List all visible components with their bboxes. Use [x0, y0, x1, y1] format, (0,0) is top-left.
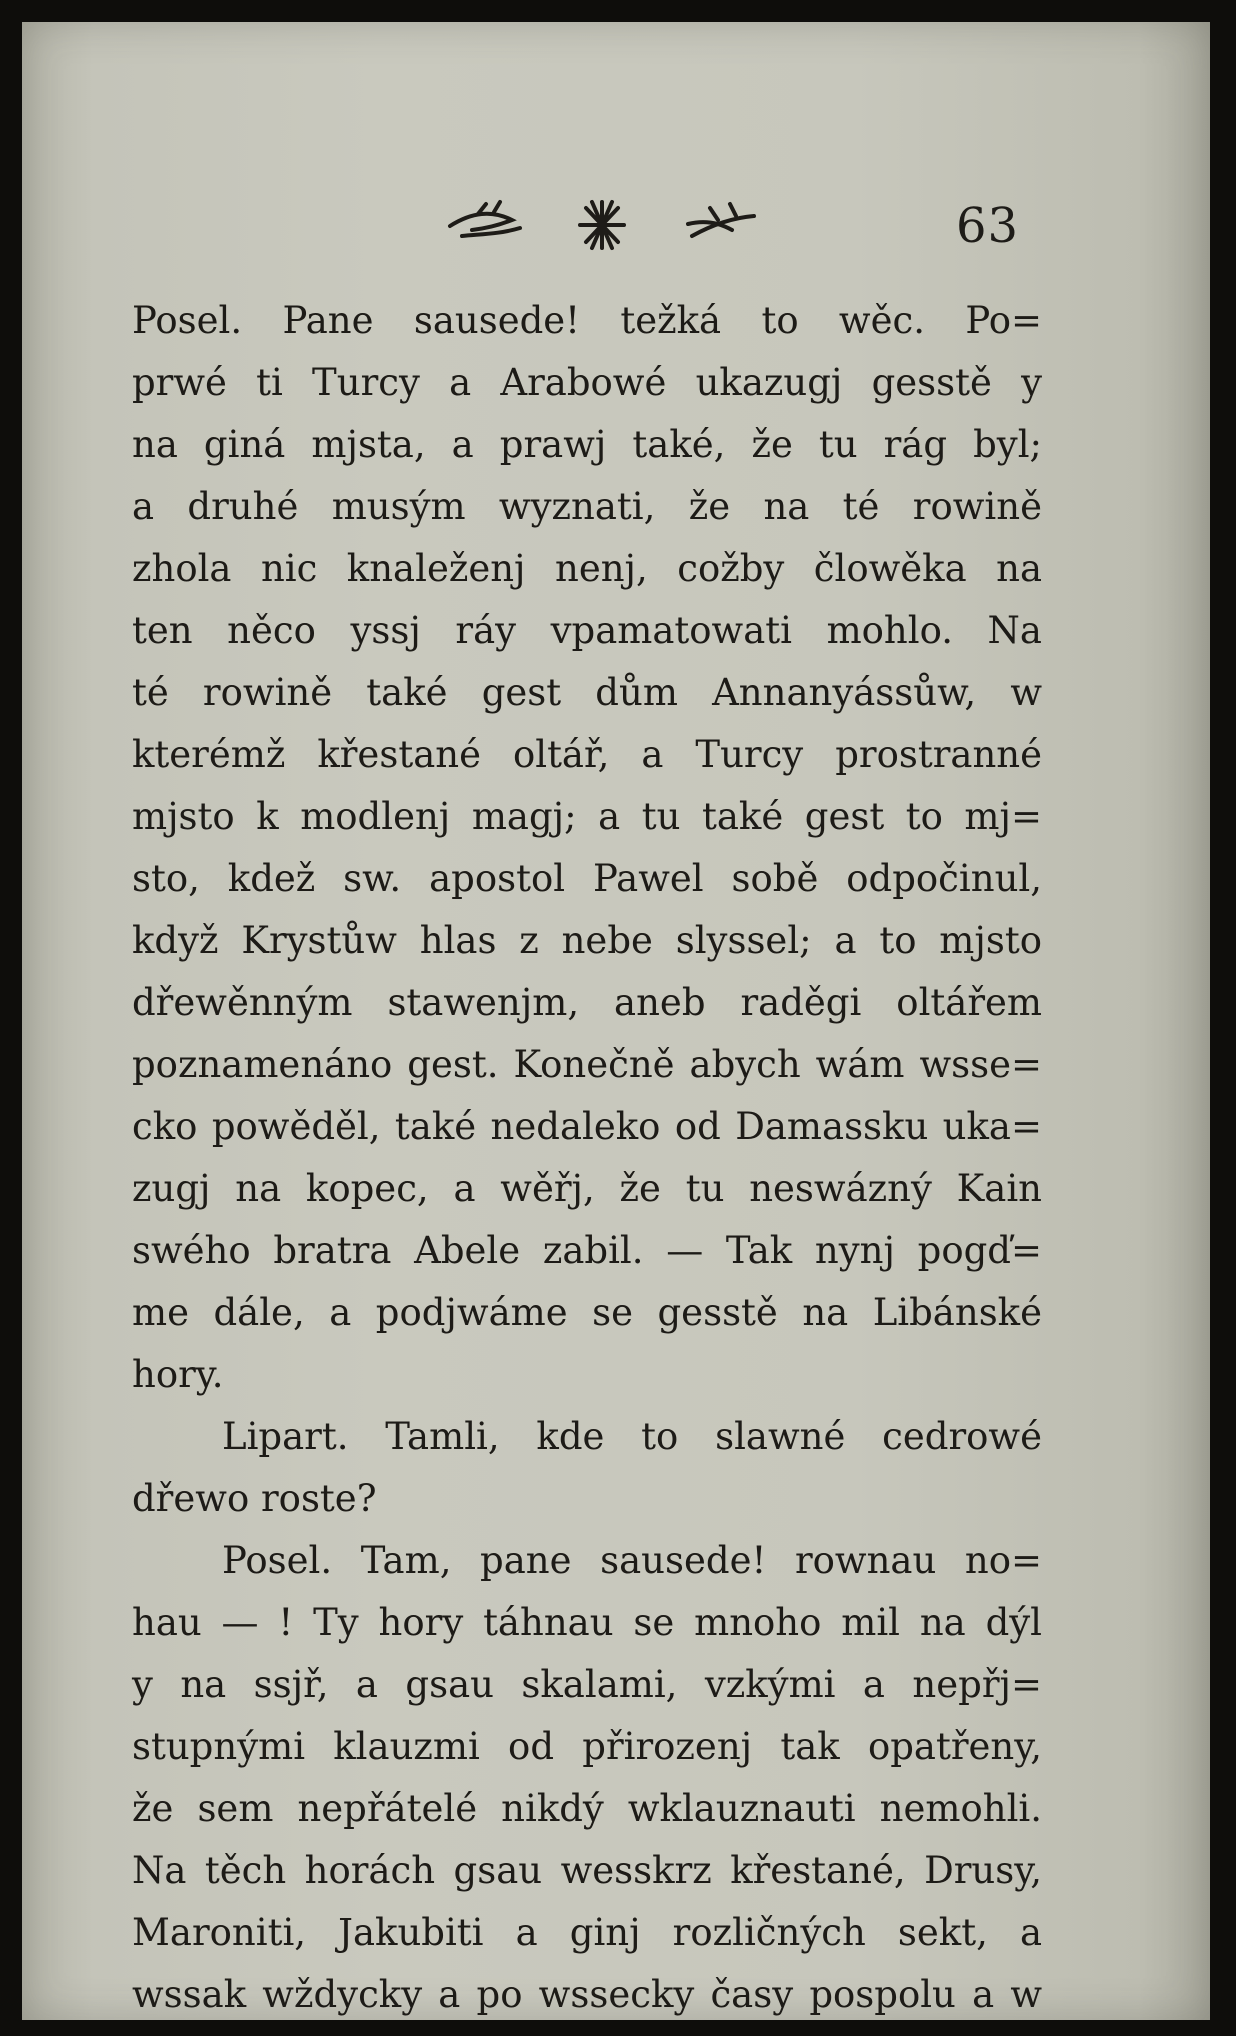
text-line-16: swého bratra Abele zabil. — Tak nynj pogď= — [132, 1229, 1042, 1272]
text-line-5: zhola nic knaleženj nenj, cožby člowěka na — [132, 547, 1042, 590]
text-line-19: Lipart. Tamli, kde to slawné cedrowé — [222, 1415, 1042, 1458]
text-line-24: stupnými klauzmi od přirozenj tak opatřeny, — [132, 1725, 1042, 1768]
fleuron-ornament-icon — [442, 190, 762, 260]
text-line-18: hory. — [132, 1353, 224, 1396]
book-page — [22, 22, 1210, 2020]
text-line-22: hau — ! Ty hory táhnau se mnoho mil na dýl — [132, 1601, 1042, 1644]
text-line-23: y na ssjř, a gsau skalami, vzkými a nepřj= — [132, 1663, 1042, 1706]
text-line-12: dřewěnným stawenjm, aneb raděgi oltářem — [132, 981, 1042, 1024]
text-line-14: cko powěděl, také nedaleko od Damassku uka= — [132, 1105, 1042, 1148]
text-line-1: Posel. Pane sausede! težká to wěc. Po= — [132, 299, 1042, 342]
text-line-9: mjsto k modlenj magj; a tu také gest to mj= — [132, 795, 1042, 838]
text-line-26: Na těch horách gsau wesskrz křestané, Drusy, — [132, 1849, 1042, 1892]
page-number: 63 — [956, 198, 1020, 254]
text-line-2: prwé ti Turcy a Arabowé ukazugj gesstě y — [132, 361, 1042, 404]
text-line-10: sto, kdež sw. apostol Pawel sobě odpočinul, — [132, 857, 1042, 900]
text-line-4: a druhé musým wyznati, že na té rowině — [132, 485, 1042, 528]
text-line-17: me dále, a podjwáme se gesstě na Libánské — [132, 1291, 1042, 1334]
text-line-6: ten něco yssj ráy vpamatowati mohlo. Na — [132, 609, 1042, 652]
text-line-11: když Krystůw hlas z nebe slyssel; a to mjsto — [132, 919, 1042, 962]
text-line-15: zugj na kopec, a wěřj, že tu neswázný Kain — [132, 1167, 1042, 1210]
text-line-20: dřewo roste? — [132, 1477, 377, 1520]
text-line-3: na giná mjsta, a prawj také, že tu rág byl; — [132, 423, 1042, 466]
text-line-25: že sem nepřátelé nikdý wklauznauti nemohli. — [132, 1787, 1042, 1830]
text-line-28: wssak wždycky a po wssecky časy pospolu a w — [132, 1973, 1042, 2016]
text-line-21: Posel. Tam, pane sausede! rownau no= — [222, 1539, 1042, 1582]
text-line-13: poznamenáno gest. Konečně abych wám wsse= — [132, 1043, 1042, 1086]
text-line-27: Maroniti, Jakubiti a ginj rozličných sekt, a — [132, 1911, 1042, 1954]
text-line-7: té rowině také gest dům Annanyássůw, w — [132, 671, 1042, 714]
text-line-8: kterémž křestané oltář, a Turcy prostranné — [132, 733, 1042, 776]
